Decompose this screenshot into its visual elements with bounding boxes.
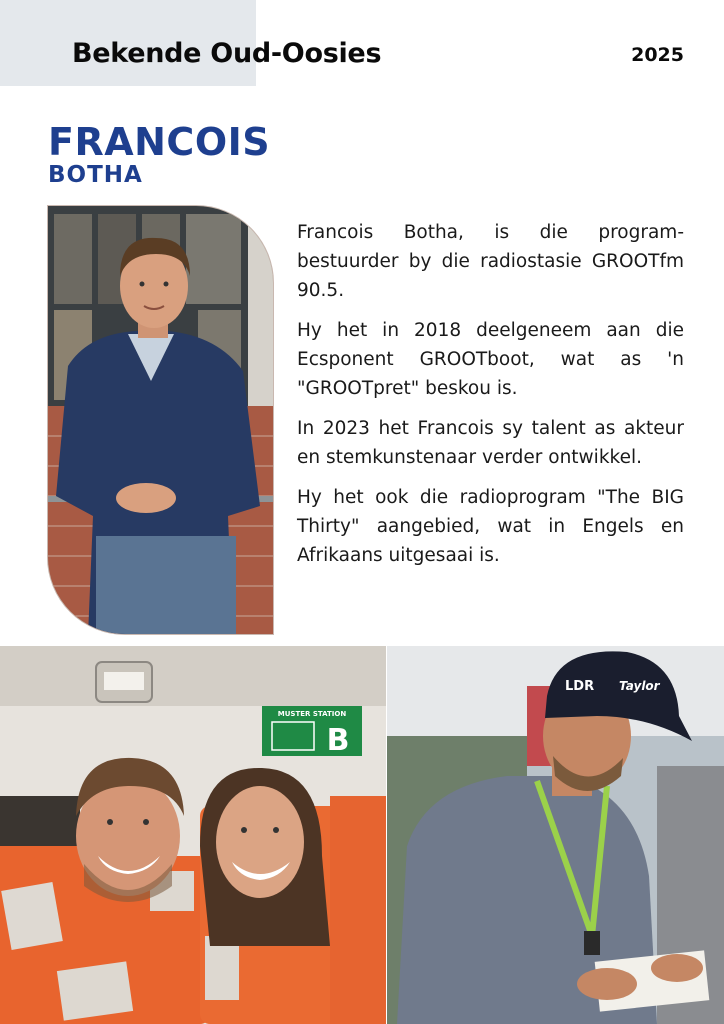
biography-text bbox=[297, 218, 684, 581]
muster-station-sign bbox=[262, 706, 362, 758]
muster-sign-heading: MUSTER STATION bbox=[277, 710, 347, 718]
bio-paragraph-3: In 2023 het Francois sy talent as akteur en stemkunstenaar verder ontwikkel. bbox=[297, 418, 684, 468]
year-label: 2025 bbox=[631, 44, 684, 66]
lifejacket-photo bbox=[0, 646, 386, 1024]
person-last-name: BOTHA bbox=[48, 162, 143, 188]
bio-paragraph-2: Hy het in 2018 deelgeneem aan die Ecsponent GROOTboot, wat as 'n "GROOTpret" beskou is. bbox=[297, 320, 684, 399]
portrait-photo bbox=[47, 205, 274, 635]
person-first-name: FRANCOIS bbox=[48, 120, 271, 164]
bio-paragraph-1: Francois Botha, is die program-bestuurder by die radiostasie GROOTfm 90.5. bbox=[297, 222, 684, 301]
page-title: Bekende Oud-Oosies bbox=[72, 38, 382, 69]
muster-sign-letter: B bbox=[326, 723, 350, 758]
bio-paragraph-4: Hy het ook die radioprogram "The BIG Thirty" aangebied, wat in Engels en Afrikaans uitgesaai is. bbox=[297, 487, 684, 566]
cap-text-left: LDR bbox=[565, 679, 595, 694]
cap-text-right: Taylor bbox=[619, 679, 660, 693]
cap-man-photo bbox=[387, 646, 724, 1024]
